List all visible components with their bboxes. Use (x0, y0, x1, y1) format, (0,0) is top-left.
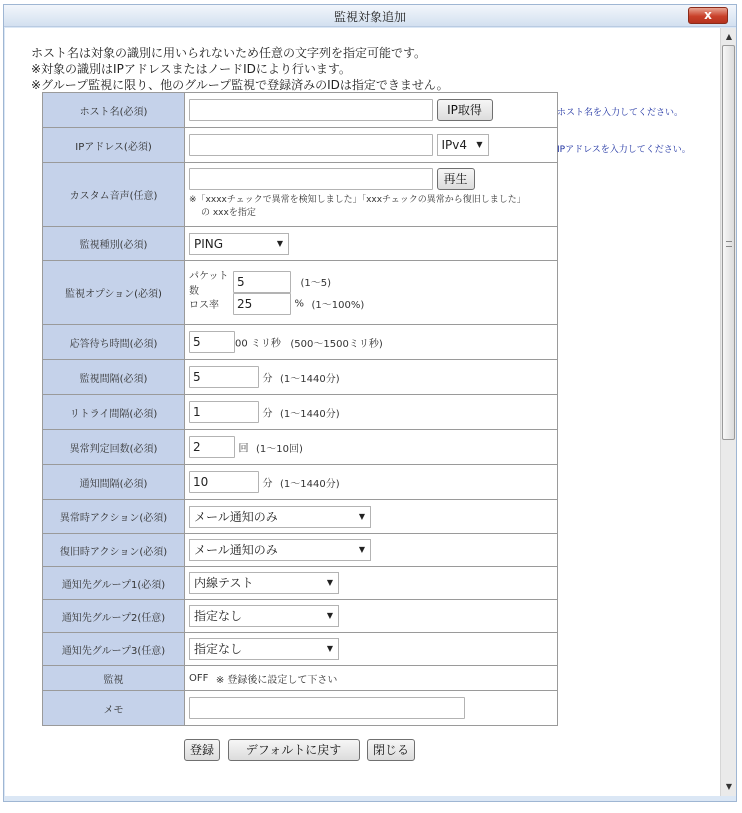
group1-label: 通知先グループ1(必須) (43, 567, 185, 600)
notify-interval-unit: 分 (262, 478, 273, 490)
ip-label: IPアドレス(必須) (43, 128, 185, 163)
timeout-unit: 00 ミリ秒 (235, 338, 281, 350)
memo-input[interactable] (189, 697, 465, 719)
error-action-label: 異常時アクション(必須) (43, 500, 185, 534)
ip-input[interactable] (189, 134, 433, 156)
chevron-down-icon: ▼ (358, 545, 365, 554)
retry-unit: 分 (262, 408, 273, 420)
retry-label: リトライ間隔(必須) (43, 395, 185, 430)
reset-default-button[interactable]: デフォルトに戻す (228, 739, 360, 761)
scroll-down-icon[interactable]: ▼ (725, 782, 733, 791)
recover-action-label: 復旧時アクション(必須) (43, 534, 185, 567)
type-label: 監視種別(必須) (43, 227, 185, 261)
loss-input[interactable]: 25 (233, 293, 291, 315)
group3-label: 通知先グループ3(任意) (43, 633, 185, 666)
title-bar[interactable] (4, 5, 736, 27)
host-input[interactable] (189, 99, 433, 121)
chevron-down-icon: ▼ (326, 611, 333, 620)
loss-unit: % (294, 298, 305, 309)
instructions (31, 45, 449, 93)
chevron-down-icon: ▼ (476, 140, 483, 149)
timeout-input[interactable]: 5 (189, 331, 235, 353)
play-button[interactable]: 再生 (437, 168, 475, 190)
scroll-thumb[interactable] (722, 45, 735, 440)
error-action-value: メール通知のみ (194, 509, 278, 524)
monitor-label: 監視 (43, 666, 185, 691)
timeout-range: (500〜1500ミリ秒) (290, 338, 383, 350)
host-help: ホスト名を入力してください。 (557, 108, 684, 118)
vertical-scrollbar[interactable] (720, 28, 736, 796)
group1-select[interactable] (189, 572, 339, 594)
retry-input[interactable]: 1 (189, 401, 259, 423)
group3-value: 指定なし (194, 642, 243, 656)
packets-input[interactable]: 5 (233, 271, 291, 293)
recover-action-value: メール通知のみ (194, 543, 278, 557)
timeout-label: 応答待ち時間(必須) (43, 325, 185, 360)
group2-value: 指定なし (194, 609, 243, 623)
dialog-title: 監視対象追加 (333, 10, 406, 24)
voice-label: カスタム音声(任意) (43, 163, 185, 227)
group1-value: 内線テスト (194, 576, 254, 590)
close-button[interactable]: 閉じる (367, 739, 415, 761)
interval-input[interactable]: 5 (189, 366, 259, 388)
group2-label: 通知先グループ2(任意) (43, 600, 185, 633)
error-action-select[interactable] (189, 506, 371, 528)
monitor-form (42, 92, 558, 726)
chevron-down-icon: ▼ (326, 644, 333, 653)
memo-label: メモ (43, 691, 185, 726)
option-label: 監視オプション(必須) (43, 261, 185, 325)
window-bottom-border (4, 796, 736, 801)
interval-unit: 分 (262, 373, 273, 385)
recover-action-select[interactable] (189, 539, 371, 561)
get-ip-button[interactable]: IP取得 (437, 99, 493, 121)
threshold-input[interactable]: 2 (189, 436, 235, 458)
ip-help: IPアドレスを入力してください。 (557, 145, 691, 155)
ip-version-value: IPv4 (441, 138, 468, 152)
threshold-unit: 回 (238, 443, 249, 455)
dialog-content (5, 28, 720, 796)
instruction-line: ホスト名は対象の識別に用いられないため任意の文字列を指定可能です。 (31, 46, 427, 60)
voice-input[interactable] (189, 168, 433, 190)
grip-icon (726, 241, 732, 247)
group3-select[interactable] (189, 638, 339, 660)
dialog-window (3, 4, 737, 802)
threshold-range: (1〜10回) (256, 443, 303, 455)
chevron-down-icon: ▼ (326, 578, 333, 587)
close-icon[interactable]: x (688, 7, 728, 24)
threshold-label: 異常判定回数(必須) (43, 430, 185, 465)
packets-label: パケット数 (189, 270, 229, 297)
scroll-up-icon[interactable]: ▲ (725, 32, 733, 41)
interval-label: 監視間隔(必須) (43, 360, 185, 395)
group2-select[interactable] (189, 605, 339, 627)
instruction-line: ※グループ監視に限り、他のグループ監視で登録済みのIDは指定できません。 (31, 78, 449, 92)
monitor-status: OFF (189, 672, 209, 684)
register-button[interactable]: 登録 (184, 739, 220, 761)
retry-range: (1〜1440分) (280, 408, 340, 420)
ip-version-select[interactable] (437, 134, 489, 156)
packets-range: (1〜5) (300, 278, 332, 289)
voice-note: ※「xxxxチェックで異常を検知しました」「xxxチェックの異常から復旧しました」 (189, 195, 526, 205)
type-select[interactable] (189, 233, 289, 255)
loss-range: (1〜100%) (311, 300, 365, 311)
loss-label: ロス率 (189, 300, 219, 311)
chevron-down-icon: ▼ (358, 511, 365, 521)
type-value: PING (194, 236, 224, 251)
host-label: ホスト名(必須) (43, 93, 185, 128)
notify-interval-input[interactable]: 10 (189, 471, 259, 493)
footer-buttons (184, 739, 415, 761)
voice-note-2: の xxxを指定 (201, 208, 256, 218)
interval-range: (1〜1440分) (280, 373, 340, 385)
monitor-note: ※ 登録後に設定して下さい (215, 674, 338, 686)
notify-interval-label: 通知間隔(必須) (43, 465, 185, 500)
chevron-down-icon: ▼ (276, 238, 283, 248)
notify-interval-range: (1〜1440分) (280, 478, 340, 490)
instruction-line: ※対象の識別はIPアドレスまたはノードIDにより行います。 (31, 62, 351, 76)
